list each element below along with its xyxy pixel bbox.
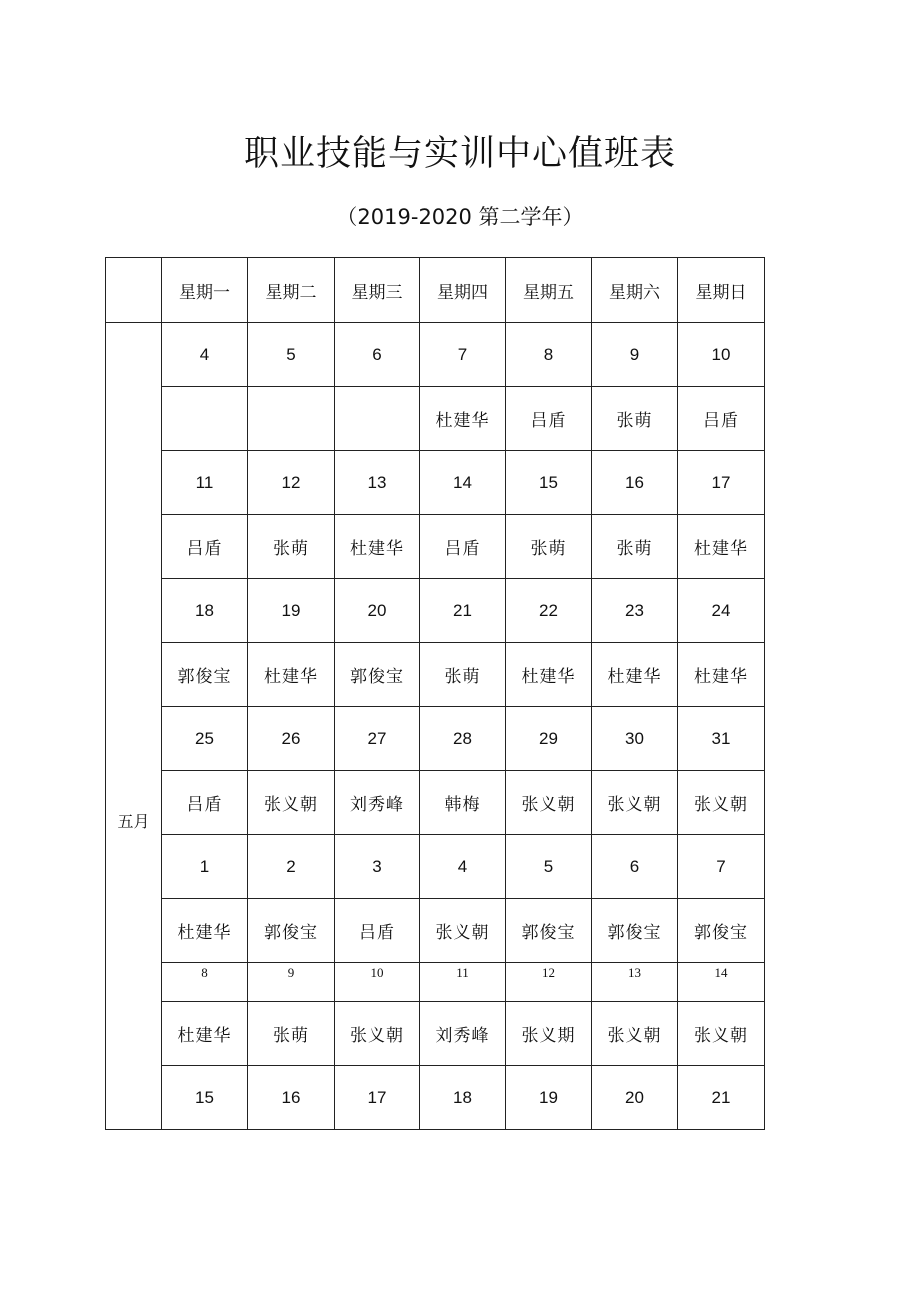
duty-person-cell: 张义朝: [678, 771, 765, 835]
page-subtitle: （2019-2020 第二学年）: [336, 205, 584, 229]
weekday-header: 星期一: [162, 258, 248, 323]
date-cell: 12: [506, 963, 592, 1002]
date-cell: 16: [592, 451, 678, 515]
duty-person-cell: 刘秀峰: [335, 771, 420, 835]
duty-table: [105, 257, 765, 1130]
date-cell: 29: [506, 707, 592, 771]
duty-person-cell: 张义朝: [592, 771, 678, 835]
duty-person-cell: 郭俊宝: [506, 899, 592, 963]
date-row: [106, 835, 765, 899]
date-cell: 19: [506, 1066, 592, 1130]
duty-person-cell: 郭俊宝: [678, 899, 765, 963]
date-cell: 24: [678, 579, 765, 643]
duty-name-row: [106, 643, 765, 707]
duty-table-body: [106, 258, 765, 1130]
date-cell: 21: [420, 579, 506, 643]
duty-person-cell: [162, 387, 248, 451]
date-cell: 6: [335, 323, 420, 387]
date-cell: 10: [335, 963, 420, 1002]
duty-person-cell: 杜建华: [678, 643, 765, 707]
date-cell: 22: [506, 579, 592, 643]
duty-person-cell: 郭俊宝: [162, 643, 248, 707]
weekday-header: 星期四: [420, 258, 506, 323]
date-cell: 10: [678, 323, 765, 387]
duty-person-cell: 郭俊宝: [248, 899, 335, 963]
date-cell: 30: [592, 707, 678, 771]
duty-person-cell: 吕盾: [678, 387, 765, 451]
date-cell: 7: [678, 835, 765, 899]
duty-person-cell: 韩梅: [420, 771, 506, 835]
duty-person-cell: 张义朝: [420, 899, 506, 963]
date-cell: 15: [506, 451, 592, 515]
month-continuation-cell: [106, 835, 162, 1130]
date-row: [106, 323, 765, 387]
duty-person-cell: 吕盾: [162, 771, 248, 835]
duty-person-cell: 杜建华: [248, 643, 335, 707]
duty-person-cell: 张义期: [506, 1002, 592, 1066]
date-cell: 8: [162, 963, 248, 1002]
weekday-header: 星期六: [592, 258, 678, 323]
duty-person-cell: 杜建华: [678, 515, 765, 579]
duty-person-cell: 杜建华: [592, 643, 678, 707]
date-cell: 31: [678, 707, 765, 771]
date-cell: 17: [678, 451, 765, 515]
date-cell: 9: [592, 323, 678, 387]
weekday-header: 星期二: [248, 258, 335, 323]
duty-person-cell: 张萌: [592, 387, 678, 451]
weekday-header: 星期五: [506, 258, 592, 323]
date-cell: 4: [420, 835, 506, 899]
duty-person-cell: 杜建华: [506, 643, 592, 707]
duty-person-cell: 郭俊宝: [592, 899, 678, 963]
duty-name-row: [106, 771, 765, 835]
duty-person-cell: 张义朝: [335, 1002, 420, 1066]
page-title: 职业技能与实训中心值班表: [243, 134, 676, 174]
date-cell: 11: [420, 963, 506, 1002]
date-cell: 2: [248, 835, 335, 899]
duty-person-cell: 张萌: [506, 515, 592, 579]
duty-person-cell: 张义朝: [678, 1002, 765, 1066]
date-cell: 3: [335, 835, 420, 899]
month-label: 五月: [106, 323, 162, 835]
date-cell: 19: [248, 579, 335, 643]
date-cell: 11: [162, 451, 248, 515]
duty-person-cell: 刘秀峰: [420, 1002, 506, 1066]
date-cell: 4: [162, 323, 248, 387]
date-cell: 28: [420, 707, 506, 771]
duty-name-row: [106, 899, 765, 963]
duty-person-cell: 吕盾: [506, 387, 592, 451]
date-cell: 18: [162, 579, 248, 643]
date-row: [106, 1066, 765, 1130]
date-cell: 25: [162, 707, 248, 771]
header-row: [106, 258, 765, 323]
duty-person-cell: 张萌: [248, 515, 335, 579]
duty-person-cell: 杜建华: [420, 387, 506, 451]
duty-person-cell: 杜建华: [335, 515, 420, 579]
date-cell: 27: [335, 707, 420, 771]
duty-name-row: [106, 1002, 765, 1066]
date-cell: 15: [162, 1066, 248, 1130]
duty-person-cell: 杜建华: [162, 899, 248, 963]
date-cell: 26: [248, 707, 335, 771]
duty-person-cell: 张萌: [592, 515, 678, 579]
date-row: [106, 579, 765, 643]
duty-person-cell: 张萌: [248, 1002, 335, 1066]
date-cell: 9: [248, 963, 335, 1002]
date-cell: 13: [335, 451, 420, 515]
date-cell: 20: [335, 579, 420, 643]
duty-person-cell: 郭俊宝: [335, 643, 420, 707]
date-cell: 21: [678, 1066, 765, 1130]
duty-person-cell: 张义朝: [592, 1002, 678, 1066]
duty-name-row: [106, 387, 765, 451]
date-cell: 6: [592, 835, 678, 899]
duty-person-cell: [248, 387, 335, 451]
date-cell: 23: [592, 579, 678, 643]
duty-person-cell: 吕盾: [335, 899, 420, 963]
date-row: [106, 707, 765, 771]
weekday-header: 星期日: [678, 258, 765, 323]
date-cell: 1: [162, 835, 248, 899]
corner-cell: [106, 258, 162, 323]
date-cell: 13: [592, 963, 678, 1002]
date-cell: 5: [248, 323, 335, 387]
date-cell: 17: [335, 1066, 420, 1130]
date-cell: 14: [420, 451, 506, 515]
duty-person-cell: 张萌: [420, 643, 506, 707]
duty-person-cell: 杜建华: [162, 1002, 248, 1066]
duty-name-row: [106, 515, 765, 579]
duty-person-cell: [335, 387, 420, 451]
date-cell: 18: [420, 1066, 506, 1130]
date-cell: 16: [248, 1066, 335, 1130]
date-cell: 20: [592, 1066, 678, 1130]
date-cell: 8: [506, 323, 592, 387]
date-row: [106, 963, 765, 1002]
duty-person-cell: 张义朝: [248, 771, 335, 835]
date-cell: 7: [420, 323, 506, 387]
date-cell: 5: [506, 835, 592, 899]
date-row: [106, 451, 765, 515]
duty-person-cell: 吕盾: [420, 515, 506, 579]
duty-person-cell: 吕盾: [162, 515, 248, 579]
date-cell: 12: [248, 451, 335, 515]
duty-person-cell: 张义朝: [506, 771, 592, 835]
date-cell: 14: [678, 963, 765, 1002]
weekday-header: 星期三: [335, 258, 420, 323]
